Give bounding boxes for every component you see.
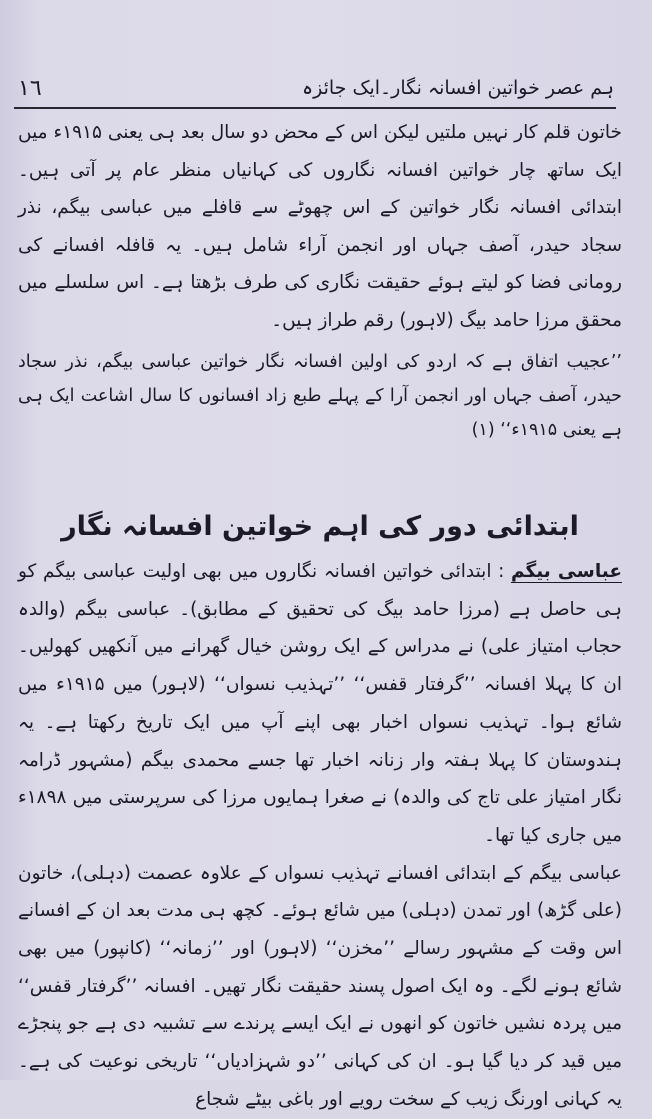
body-text: [18, 114, 622, 1119]
paragraph-2-lead: عباسی بیگم: [510, 561, 622, 582]
header-divider: [14, 107, 616, 109]
paragraph-2-text: : ابتدائی خواتین افسانہ نگاروں میں بھی اولیت عباسی بیگم کو ہی حاصل ہے (مرزا حامد بیگ کی تحقیق کے مطابق)۔ عباسی بیگم (والدہ حجاب امتیاز علی) نے مدراس کے ایک روشن خیال گھرانے میں آنکھیں کھولیں۔ ان کا پہلا افسانہ ’’گرفتار قفس‘‘ ’’تہذیب نسواں‘‘ (لاہور) میں ۱۹۱۵ء میں شائع ہوا۔ تہذیب نسواں اخبار بھی اپنے آپ میں ایک تاریخ رکھتا ہے۔ یہ ہندوستان کا پہلا ہفتہ وار زنانہ اخبار تھا جسے محمدی بیگم (مشہور ڈرامہ نگار امتیاز علی تاج کی والدہ) نے صغرا ہمایوں مرزا کی سرپرستی میں ۱۸۹۸ء میں جاری کیا تھا۔: [18, 561, 622, 846]
page-header: [14, 70, 614, 106]
running-title: ہم عصر خواتین افسانہ نگار۔ایک جائزہ: [301, 77, 614, 99]
paragraph-3: عباسی بیگم کے ابتدائی افسانے تہذیب نسواں کے علاوہ عصمت (دہلی)، خاتون (علی گڑھ) اور تمدن (دہلی) میں شائع ہوئے۔ کچھ ہی مدت بعد ان کے افسانے اس وقت کے مشہور رسالے ’’مخزن‘‘ (لاہور) اور ’’زمانہ‘‘ (کانپور) میں بھی شائع ہونے لگے۔ وہ ایک اصول پسند حقیقت نگار تھیں۔ افسانہ ’’گرفتار قفس‘‘ میں پردہ نشیں خاتون کو انھوں نے ایک ایسے پرندے سے تشبیہ دی ہے جو پنجڑے میں قید کر دیا گیا ہو۔ ان کی کہانی ’’دو شہزادیاں‘‘ تاریخی نوعیت کی ہے۔ یہ کہانی اورنگ زیب کے سخت رویے اور باغی بیٹے شجاع: [18, 862, 622, 1110]
block-quote: ’’عجیب اتفاق ہے کہ اردو کی اولین افسانہ نگار خواتین عباسی بیگم، نذر سجاد حیدر، آصف جہاں اور انجمن آرا کے پہلے طبع زاد افسانوں کا سال اشاعت ایک ہی ہے یعنی ۱۹۱۵ء‘‘ (۱): [18, 352, 622, 440]
section-heading: ابتدائی دور کی اہم خواتین افسانہ نگار: [61, 511, 579, 542]
page-number: ١٦: [18, 75, 42, 101]
paragraph-2: [18, 553, 622, 855]
paragraph-1: خاتون قلم کار نہیں ملتیں لیکن اس کے محض دو سال بعد ہی یعنی ۱۹۱۵ء میں ایک ساتھ چار خواتین افسانہ نگاروں کی کہانیاں منظر عام پر آتی ہیں۔ ابتدائی افسانہ نگار خواتین کے اس چھوٹے سے قافلے میں عباسی بیگم، نذر سجاد حیدر، آصف جہاں اور انجمن آراء شامل ہیں۔ یہ قافلہ افسانے کی رومانی فضا کو لیتے ہوئے حقیقت نگاری کی طرف بڑھتا ہے۔ اس سلسلے میں محقق مرزا حامد بیگ (لاہور) رقم طراز ہیں۔: [18, 122, 622, 331]
